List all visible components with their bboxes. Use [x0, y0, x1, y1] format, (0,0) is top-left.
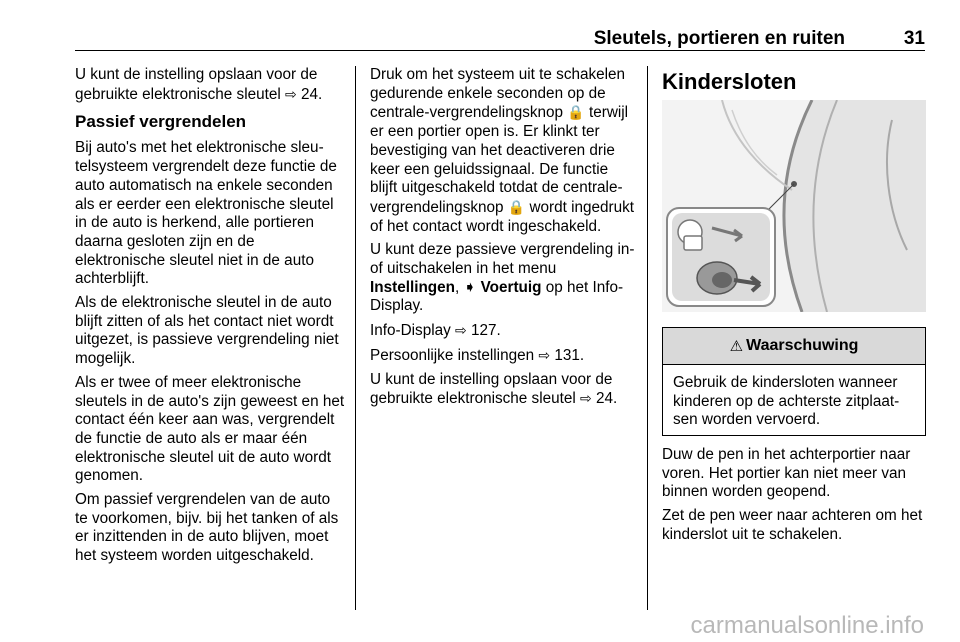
paragraph: Bij auto's met het elektronische sleutelsysteem vergrendelt deze functie de auto automatisch na enkele seconden als er eerder een elektronische sleutel in de auto is herkend, alle portieren daarna gesloten zijn en de elektronische sleutel niet in de auto achterblijft. [75, 139, 337, 288]
column-middle [370, 66, 635, 414]
section-heading: Kindersloten [662, 69, 797, 94]
paragraph: Duw de pen in het achterportier naar voren. Het portier kan niet meer van binnen worden geopend. [662, 446, 911, 501]
paragraph: Om passief vergrendelen van de auto te voorkomen, bijv. bij het tanken of als er inzittenden in de auto blijven, moet het systeem worden uitgeschakeld. [75, 491, 339, 565]
paragraph: Als de elektronische sleutel in de auto blijft zitten of als het contact niet wordt uitgezet, is passieve vergrendeling niet mogelijk. [75, 294, 339, 368]
page-ref[interactable]: 131. [554, 346, 585, 364]
warning-text: Gebruik de kindersloten wanneer kinderen op de achterste zitplaatsen worden vervoerd. [673, 374, 900, 429]
paragraph: Als er twee of meer elektronische sleutels in de auto's zijn geweest en het contact één keer aan was, vergrendelt de functie de auto als er maar één elektronische sleutel uit de auto wordt genomen. [75, 373, 345, 485]
child-lock-illustration [662, 100, 926, 312]
paragraph: Zet de pen weer naar achteren om het kinderslot uit te schakelen. [662, 507, 923, 543]
page-ref-arrow-icon: ⇨ [580, 390, 592, 407]
paragraph: U kunt de instelling opslaan voor de gebruikte elektronische sleutel ⇨ 24. [370, 370, 618, 408]
column-right-text [662, 446, 926, 550]
page-ref[interactable]: 24. [301, 85, 323, 103]
paragraph: U kunt deze passieve vergrendeling in- of uitschakelen in het menu Instellingen, ➧ Voertuig op het Info-Display. [370, 241, 635, 315]
reference-line: Info-Display ⇨ 127. [370, 322, 501, 340]
column-divider [355, 66, 356, 610]
section-heading: Passief vergrendelen [75, 112, 247, 132]
watermark: carmanualsonline.info [690, 612, 924, 639]
lock-icon: 🔒 [507, 198, 526, 215]
menu-item-settings: Instellingen [370, 278, 455, 296]
page-ref[interactable]: 127. [471, 322, 501, 340]
warning-title: Waarschuwing [746, 337, 859, 354]
paragraph: Druk om het systeem uit te schakelen gedurende enkele seconden op de centrale-vergrendelingsknop 🔒 terwijl er een portier open is. Er klinkt ter bevestiging van het deactiveren drie keer een geluidssignaal. De functie blijft uitgeschakeld totdat de centrale-vergrendelingsknop 🔒 wordt ingedrukt of het contact wordt ingeschakeld. [370, 66, 635, 235]
warning-box [662, 327, 926, 436]
menu-separator-icon: ➧ [463, 278, 477, 296]
reference-line: Persoonlijke instellingen ⇨ 131. [370, 346, 585, 364]
page-ref[interactable]: 24. [596, 390, 618, 408]
page-ref-arrow-icon: ⇨ [538, 346, 551, 363]
page-ref-arrow-icon: ⇨ [455, 322, 467, 339]
lock-icon: 🔒 [567, 104, 585, 121]
page-header [75, 28, 925, 51]
menu-item-vehicle: Voertuig [480, 278, 542, 296]
column-right [662, 66, 926, 95]
paragraph: U kunt de instelling opslaan voor de gebruikte elektronische sleutel ⇨ 24. [75, 66, 323, 103]
page-number: 31 [903, 28, 925, 49]
column-divider [647, 66, 648, 610]
page-title: Sleutels, portieren en ruiten [593, 28, 845, 49]
column-left [75, 66, 345, 571]
warning-icon: ⚠ [729, 338, 744, 355]
page-ref-arrow-icon: ⇨ [285, 85, 297, 102]
door-illustration-icon [662, 100, 926, 312]
warning-header [663, 328, 925, 365]
